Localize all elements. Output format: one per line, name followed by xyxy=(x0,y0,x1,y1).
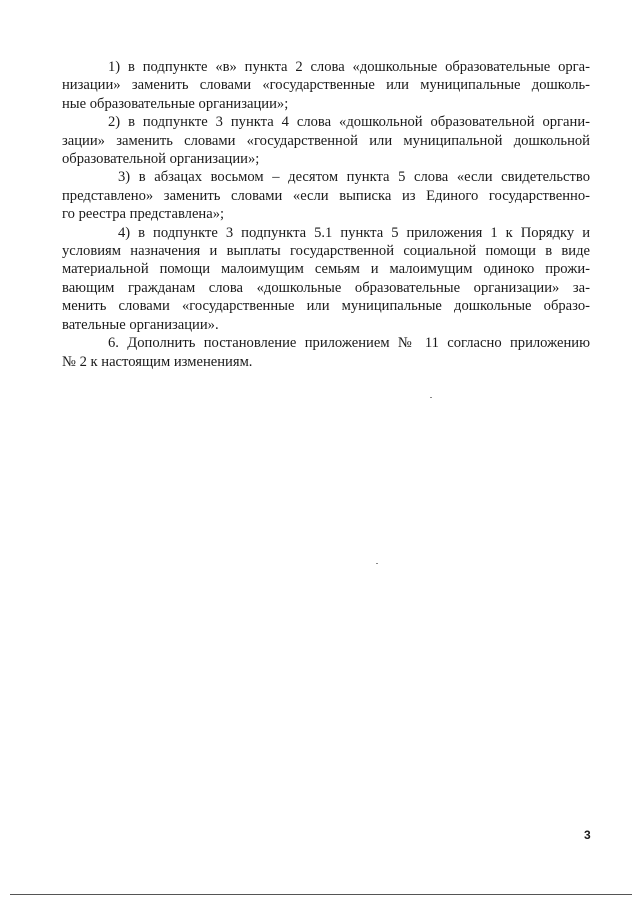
paragraph-item-1 xyxy=(62,58,590,113)
paragraph-line: № 2 к настоящим изменениям. xyxy=(62,353,253,370)
paragraph-item-3 xyxy=(62,168,590,223)
paragraph-item-4 xyxy=(62,224,590,334)
paragraph-line: условиям назначения и выплаты государственной социальной помощи в виде xyxy=(62,243,590,260)
paragraph-line: материальной помощи малоимущим семьям и малоимущим одиноко прожи- xyxy=(62,261,590,278)
paragraph-line: 6. Дополнить постановление приложением № 11 согласно приложению xyxy=(108,335,590,352)
paragraph-line: ные образовательные организации»; xyxy=(62,95,289,112)
paragraph-line: 3) в абзацах восьмом – десятом пункта 5 слова «если свидетельство xyxy=(118,169,590,186)
paragraph-line: вательные организации». xyxy=(62,316,219,333)
scan-speck xyxy=(430,397,432,398)
paragraph-line: представлено» заменить словами «если выписка из Единого государственно- xyxy=(62,187,590,204)
paragraph-line: вающим гражданам слова «дошкольные образовательные организации» за- xyxy=(62,279,590,296)
paragraph-line: 2) в подпункте 3 пункта 4 слова «дошкольной образовательной органи- xyxy=(108,114,590,131)
paragraph-line: 1) в подпункте «в» пункта 2 слова «дошкольные образовательные орга- xyxy=(108,59,590,75)
document-body xyxy=(62,58,590,371)
paragraph-line: образовательной организации»; xyxy=(62,151,260,168)
paragraph-line: 4) в подпункте 3 подпункта 5.1 пункта 5 приложения 1 к Порядку и xyxy=(118,224,590,241)
paragraph-line: менить словами «государственные или муниципальные дошкольные образо- xyxy=(62,298,590,315)
page-number: 3 xyxy=(584,828,591,842)
paragraph-line: го реестра представлена»; xyxy=(62,206,225,223)
paragraph-line: зации» заменить словами «государственной или муниципальной дошкольной xyxy=(62,132,590,149)
page-bottom-rule xyxy=(10,894,632,895)
paragraph-line: низации» заменить словами «государственные или муниципальные дошколь- xyxy=(62,77,590,94)
paragraph-item-6 xyxy=(62,334,590,371)
scan-speck xyxy=(376,563,378,564)
paragraph-item-2 xyxy=(62,113,590,168)
